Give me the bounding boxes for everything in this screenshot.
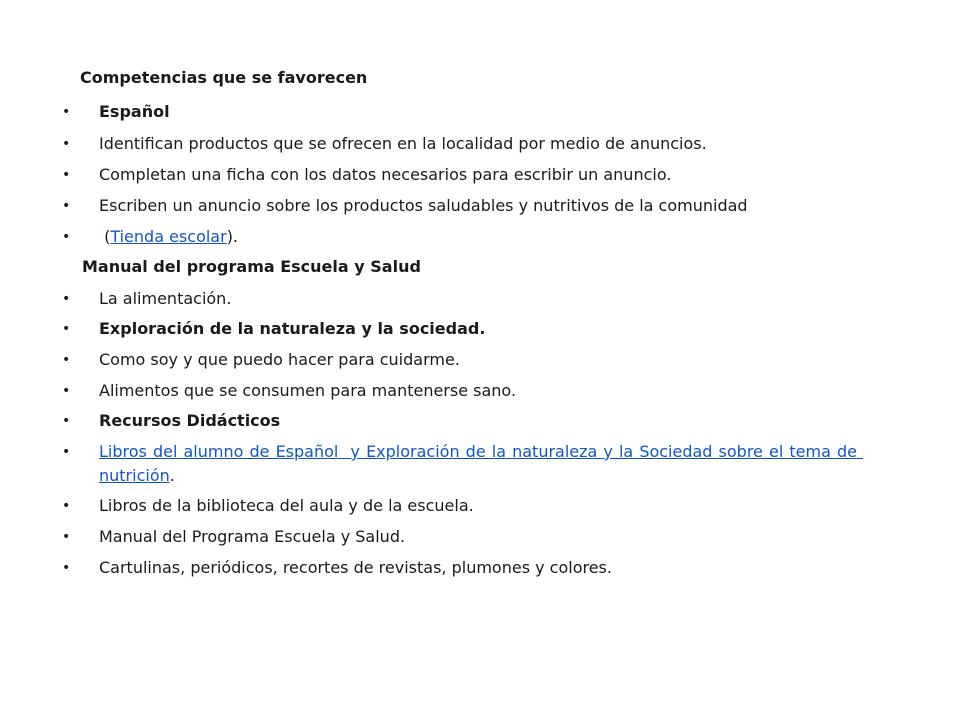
- list-item-text: Completan una ficha con los datos necesarios para escribir un anuncio.: [99, 165, 672, 184]
- bullet-icon: •: [62, 104, 71, 120]
- list-item-text: Español: [99, 102, 170, 121]
- list-item-text: Recursos Didácticos: [99, 411, 281, 430]
- bullet-icon: •: [62, 352, 71, 368]
- period: .: [169, 466, 175, 485]
- list-item-text: Libros de la biblioteca del aula y de la escuela.: [99, 496, 474, 515]
- list-item-text: Escriben un anuncio sobre los productos saludables y nutritivos de la comunidad: [99, 196, 748, 215]
- bullet-icon: •: [62, 383, 71, 399]
- libros-alumno-link[interactable]: Libros del alumno de Español y Exploración de la naturaleza y la Sociedad sobre el tema de nutrición: [99, 442, 864, 485]
- bullet-icon: •: [62, 529, 71, 545]
- heading-manual: Manual del programa Escuela y Salud: [82, 257, 421, 276]
- list-item-text: [99, 440, 902, 488]
- paren-open: (: [99, 227, 111, 246]
- list-item-text: [99, 225, 902, 249]
- heading-competencias: Competencias que se favorecen: [80, 68, 368, 87]
- bullet-icon: •: [62, 229, 71, 245]
- bullet-icon: •: [62, 167, 71, 183]
- tienda-escolar-link[interactable]: Tienda escolar: [110, 227, 227, 246]
- list-item-text: Manual del Programa Escuela y Salud.: [99, 527, 406, 546]
- list-item-text: Identifican productos que se ofrecen en la localidad por medio de anuncios.: [99, 134, 707, 153]
- paren-close: ).: [226, 227, 239, 246]
- bullet-icon: •: [62, 444, 71, 460]
- bullet-icon: •: [62, 321, 71, 337]
- bullet-icon: •: [62, 198, 71, 214]
- list-item-text: La alimentación.: [99, 289, 232, 308]
- bullet-icon: •: [62, 413, 71, 429]
- bullet-icon: •: [62, 560, 71, 576]
- bullet-icon: •: [62, 291, 71, 307]
- list-item-text: Cartulinas, periódicos, recortes de revistas, plumones y colores.: [99, 558, 612, 577]
- list-item-text: Alimentos que se consumen para mantenerse sano.: [99, 381, 517, 400]
- bullet-icon: •: [62, 498, 71, 514]
- list-item-text: Exploración de la naturaleza y la sociedad.: [99, 319, 486, 338]
- bullet-icon: •: [62, 136, 71, 152]
- list-item-text: Como soy y que puedo hacer para cuidarme.: [99, 350, 460, 369]
